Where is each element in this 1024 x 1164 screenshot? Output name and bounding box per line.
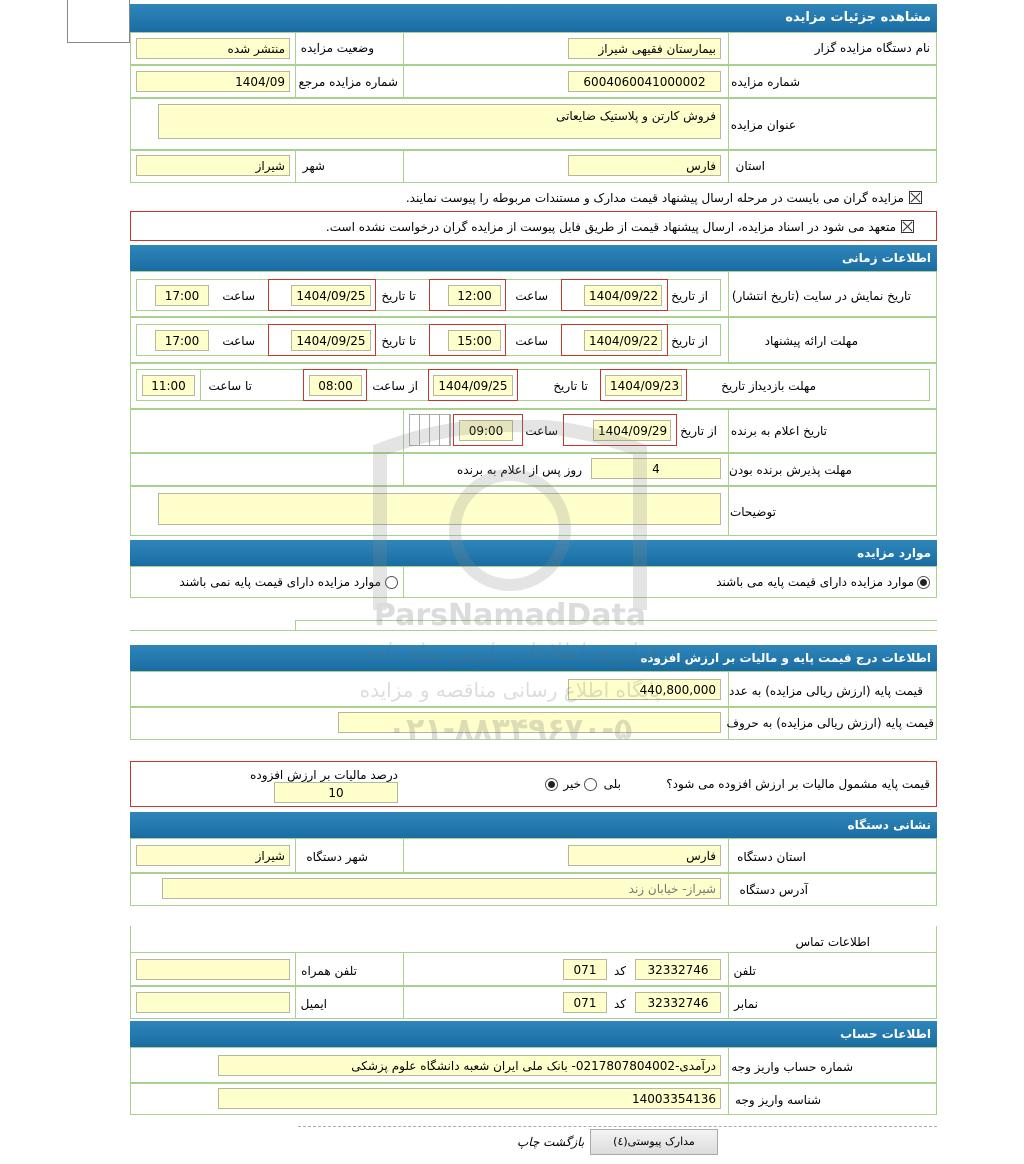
org-province-field: فارس: [568, 845, 721, 866]
province-label: استان: [735, 159, 765, 173]
cell-divider: [728, 317, 729, 363]
ref-label: شماره مزایده مرجع: [298, 75, 398, 89]
fax-label: نمابر: [734, 997, 758, 1011]
cell-divider: [200, 369, 201, 401]
subject-label: عنوان مزایده: [730, 118, 796, 132]
vat-question: قیمت پایه مشمول مالیات بر ارزش افزوده می شود؟: [666, 777, 930, 791]
accept-label: مهلت پذیرش برنده بودن: [729, 463, 852, 477]
phone-code-field: 071: [563, 959, 607, 980]
visit-to-date-label: تا تاریخ: [553, 379, 588, 393]
base-num-field: 440,800,000: [568, 679, 721, 700]
cell-divider: [728, 873, 729, 906]
ref-field: 1404/09: [136, 71, 290, 92]
visit-from-date-field: 1404/09/23: [605, 375, 682, 396]
fax-code-label: کد: [613, 997, 626, 1011]
section-timing: اطلاعات زمانی: [130, 245, 937, 271]
visit-from-date-label: از تاریخ: [721, 379, 758, 393]
mobile-label: تلفن همراه: [301, 964, 357, 978]
without-base-price-label: موارد مزایده دارای قیمت پایه نمی باشند: [179, 575, 381, 589]
cell-divider: [728, 952, 729, 986]
cell-divider: [403, 986, 404, 1019]
org-city-label: شهر دستگاه: [306, 850, 368, 864]
cell-divider: [295, 952, 296, 986]
watermark-line1: فراوری اطلاعات پارس نماد داده: [362, 640, 658, 665]
email-label: ایمیل: [300, 997, 327, 1011]
publish-to-time-field: 17:00: [155, 285, 209, 306]
vat-percent-field: 10: [274, 782, 398, 803]
account-number-label: شماره حساب واریز وجه: [731, 1060, 853, 1074]
org-address-field: شیراز- خیابان زند: [162, 878, 721, 899]
offer-to-date-field: 1404/09/25: [291, 330, 371, 351]
note-commitment: متعهد می شود در اسناد مزایده، ارسال پیشنهاد قیمت از طریق فایل پیوست از مزایده گران درخواست نشده است.: [325, 220, 896, 234]
section-price: اطلاعات درج قیمت پایه و مالیات بر ارزش افزوده: [130, 645, 937, 671]
offer-to-date-label: تا تاریخ: [381, 334, 416, 348]
cell-divider: [728, 986, 729, 1019]
visit-to-time-label: تا ساعت: [208, 379, 252, 393]
org-city-field: شیراز: [136, 845, 290, 866]
cell-divider: [403, 150, 404, 183]
publish-from-time-field: 12:00: [448, 285, 501, 306]
cell-divider: [728, 32, 729, 65]
visit-to-date-field: 1404/09/25: [433, 375, 513, 396]
note-attach-docs: مزایده گران می بایست در مرحله ارسال پیشنهاد قیمت مدارک و مستندات مربوطه را پیوست نمایند.: [405, 191, 904, 205]
winner-date-field: 1404/09/29: [593, 420, 671, 441]
cell-divider: [728, 271, 729, 317]
attach-docs-checkbox[interactable]: [909, 191, 922, 204]
fax-field: 32332746: [635, 992, 721, 1013]
fax-code-field: 071: [563, 992, 607, 1013]
offer-from-date-label: از تاریخ: [671, 334, 708, 348]
description-label: توضیحات: [729, 505, 776, 519]
winner-label: تاریخ اعلام به برنده: [730, 424, 827, 438]
phone-code-label: کد: [613, 964, 626, 978]
cell-divider: [728, 486, 729, 536]
offer-to-time-label: ساعت: [222, 334, 255, 348]
cell-divider: [728, 1083, 729, 1115]
cell-divider: [295, 32, 296, 65]
cell-divider: [728, 838, 729, 873]
publish-from-date-label: از تاریخ: [671, 289, 708, 303]
city-label: شهر: [302, 159, 325, 173]
subject-field: فروش کارتن و پلاستیک ضایعاتی: [158, 104, 721, 139]
base-words-label: قیمت پایه (ارزش ریالی مزایده) به حروف: [726, 716, 934, 730]
without-base-price-radio[interactable]: [385, 576, 398, 589]
account-id-field: 14003354136: [218, 1088, 721, 1109]
cell-divider: [295, 150, 296, 183]
visit-to-time-field: 11:00: [142, 375, 195, 396]
account-id-label: شناسه واریز وجه: [735, 1093, 821, 1107]
cell-divider: [728, 98, 729, 150]
watermark-phone: ۰۲۱-۸۸۳۴۹۶۷۰-۵: [387, 712, 633, 747]
email-field: [136, 992, 290, 1013]
winner-from-date-label: از تاریخ: [680, 424, 717, 438]
section-items: موارد مزایده: [130, 540, 937, 566]
visit-label: مهلت بازدید: [756, 379, 816, 393]
vat-no-radio[interactable]: [545, 778, 558, 791]
cell-divider: [403, 409, 404, 453]
back-print-link[interactable]: بازگشت چاپ: [517, 1135, 585, 1149]
cell-divider: [728, 150, 729, 183]
cell-divider: [403, 32, 404, 65]
publish-to-date-label: تا تاریخ: [381, 289, 416, 303]
publish-from-date-field: 1404/09/22: [584, 285, 662, 306]
visit-from-time-label: از ساعت: [372, 379, 418, 393]
commitment-checkbox[interactable]: [901, 220, 914, 233]
org-address-label: آدرس دستگاه: [739, 883, 808, 897]
city-field: شیراز: [136, 155, 290, 176]
items-divider: [295, 620, 937, 621]
org-province-label: استان دستگاه: [737, 850, 806, 864]
cell-divider: [728, 409, 729, 453]
cell-divider: [403, 838, 404, 873]
watermark-line2: پایگاه اطلاع رسانی مناقصه و مزایده: [359, 678, 661, 702]
section-account: اطلاعات حساب: [130, 1021, 937, 1047]
cell-divider: [403, 952, 404, 986]
organizer-label: نام دستگاه مزایده گزار: [814, 41, 930, 55]
with-base-price-radio[interactable]: [917, 576, 930, 589]
offer-from-time-field: 15:00: [448, 330, 501, 351]
cell-divider: [728, 1047, 729, 1083]
account-number-field: درآمدی-0217807804002- بانک ملی ایران شعبه دانشگاه علوم پزشکی: [218, 1055, 721, 1076]
items-divider-v: [295, 620, 296, 630]
top-left-frame: [67, 0, 130, 43]
items-divider-bottom: [130, 630, 937, 631]
page-title: مشاهده جزئیات مزایده: [130, 4, 937, 32]
attachments-button[interactable]: مدارک پیوستی(٤): [590, 1129, 718, 1155]
cell-divider: [403, 453, 404, 486]
base-words-field: [338, 712, 721, 733]
vat-no-label: خیر: [563, 777, 581, 791]
province-field: فارس: [568, 155, 721, 176]
accept-field: 4: [591, 458, 721, 479]
watermark-brand: ParsNamadData: [373, 598, 647, 633]
status-label: وضعیت مزایده: [300, 41, 374, 55]
winner-time-label: ساعت: [525, 424, 558, 438]
cell-divider: [295, 65, 296, 98]
number-label: شماره مزایده: [731, 75, 800, 89]
publish-to-time-label: ساعت: [222, 289, 255, 303]
cell-divider: [403, 566, 404, 598]
status-field: منتشر شده: [136, 38, 290, 59]
offer-from-time-label: ساعت: [515, 334, 548, 348]
publish-label: تاریخ نمایش در سایت (تاریخ انتشار): [731, 289, 911, 303]
offer-to-time-field: 17:00: [155, 330, 209, 351]
winner-time-field: 09:00: [459, 420, 513, 441]
visit-from-time-field: 08:00: [309, 375, 362, 396]
with-base-price-label: موارد مزایده دارای قیمت پایه می باشند: [716, 575, 914, 589]
mobile-field: [136, 959, 290, 980]
footer-divider: [298, 1126, 937, 1127]
cell-divider: [403, 65, 404, 98]
publish-from-time-label: ساعت: [515, 289, 548, 303]
cell-divider: [295, 838, 296, 873]
description-field: [158, 493, 721, 525]
contact-title: اطلاعات تماس: [795, 935, 870, 949]
number-field: 6004060041000002: [568, 71, 721, 92]
base-num-label: قیمت پایه (ارزش ریالی مزایده) به عدد: [728, 684, 923, 698]
winner-grid-decoration: [409, 414, 451, 446]
section-org: نشانی دستگاه: [130, 812, 937, 838]
organizer-field: بیمارستان فقیهی شیراز: [568, 38, 721, 59]
offer-from-date-field: 1404/09/22: [584, 330, 662, 351]
publish-to-date-field: 1404/09/25: [291, 285, 371, 306]
cell-divider: [295, 986, 296, 1019]
vat-percent-label: درصد مالیات بر ارزش افزوده: [250, 768, 398, 782]
offer-label: مهلت ارائه پیشنهاد: [764, 334, 858, 348]
phone-field: 32332746: [635, 959, 721, 980]
vat-yes-radio[interactable]: [584, 778, 597, 791]
cell-divider: [728, 65, 729, 98]
phone-label: تلفن: [733, 964, 756, 978]
vat-yes-label: بلی: [603, 777, 621, 791]
accept-suffix: روز پس از اعلام به برنده: [457, 463, 582, 477]
